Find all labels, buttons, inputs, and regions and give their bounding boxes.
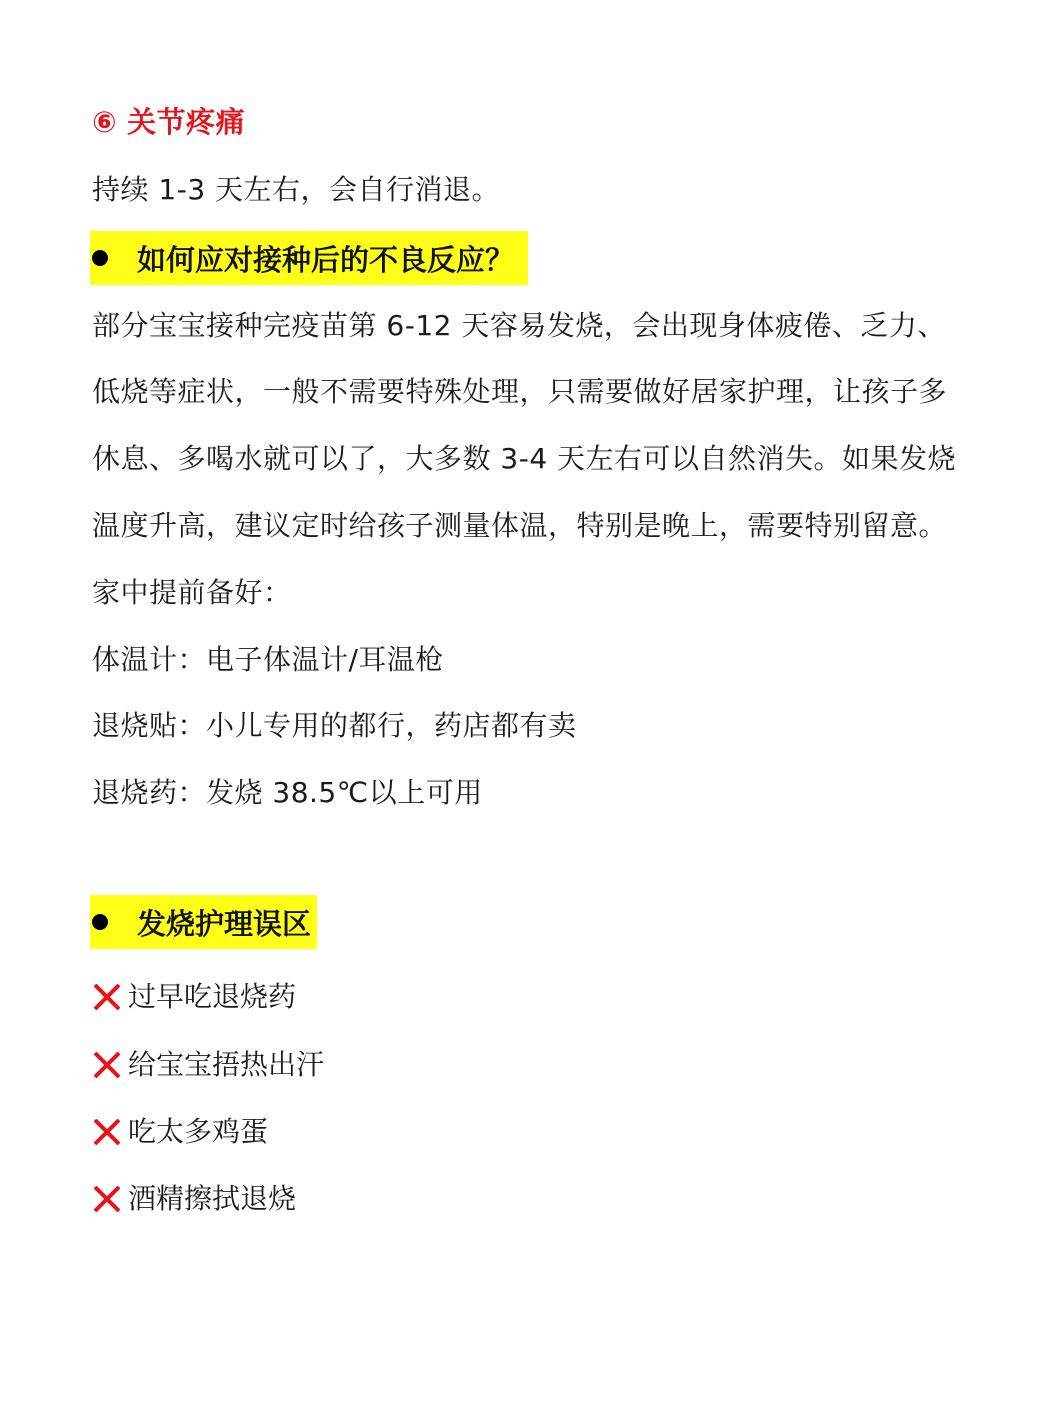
bullet-icon — [92, 250, 108, 266]
coping-heading — [90, 231, 528, 285]
mistake-item — [92, 977, 296, 1017]
prepare-item-thermometer: 体温计：电子体温计/耳温枪 — [92, 643, 444, 676]
paragraph-line: 低烧等症状，一般不需要特殊处理，只需要做好居家护理，让孩子多 — [92, 375, 948, 408]
mistake-item-text: 过早吃退烧药 — [128, 980, 297, 1013]
mistake-item-text: 吃太多鸡蛋 — [128, 1115, 269, 1148]
circled-number-six: ⑥ — [92, 105, 118, 139]
paragraph-line: 部分宝宝接种完疫苗第 6-12 天容易发烧，会出现身体疲倦、乏力、 — [92, 309, 946, 342]
prepare-label: 家中提前备好： — [92, 576, 292, 609]
cross-mark-icon — [92, 1117, 122, 1147]
cross-mark-icon — [92, 1184, 122, 1214]
prepare-item-fever-patch: 退烧贴：小儿专用的都行，药店都有卖 — [92, 709, 577, 742]
cross-mark-icon — [92, 982, 122, 1012]
section-heading-joint-pain — [92, 102, 245, 142]
mistakes-heading-text: 发烧护理误区 — [136, 906, 311, 941]
prepare-item-fever-medicine: 退烧药：发烧 38.5℃以上可用 — [92, 776, 483, 809]
paragraph-line: 温度升高，建议定时给孩子测量体温，特别是晚上，需要特别留意。 — [92, 509, 948, 542]
section-title: 关节疼痛 — [127, 105, 246, 139]
section-text: 持续 1-3 天左右，会自行消退。 — [92, 173, 501, 206]
paragraph-line: 休息、多喝水就可以了，大多数 3-4 天左右可以自然消失。如果发烧 — [92, 442, 957, 475]
mistakes-heading — [90, 895, 317, 949]
cross-mark-icon — [92, 1050, 122, 1080]
mistake-item-text: 酒精擦拭退烧 — [128, 1182, 297, 1215]
mistake-item — [92, 1045, 324, 1085]
bullet-icon — [92, 914, 108, 930]
mistake-item-text: 给宝宝捂热出汗 — [128, 1048, 325, 1081]
coping-heading-text: 如何应对接种后的不良反应？ — [137, 242, 515, 277]
mistake-item — [92, 1179, 296, 1219]
mistake-item — [92, 1112, 268, 1152]
